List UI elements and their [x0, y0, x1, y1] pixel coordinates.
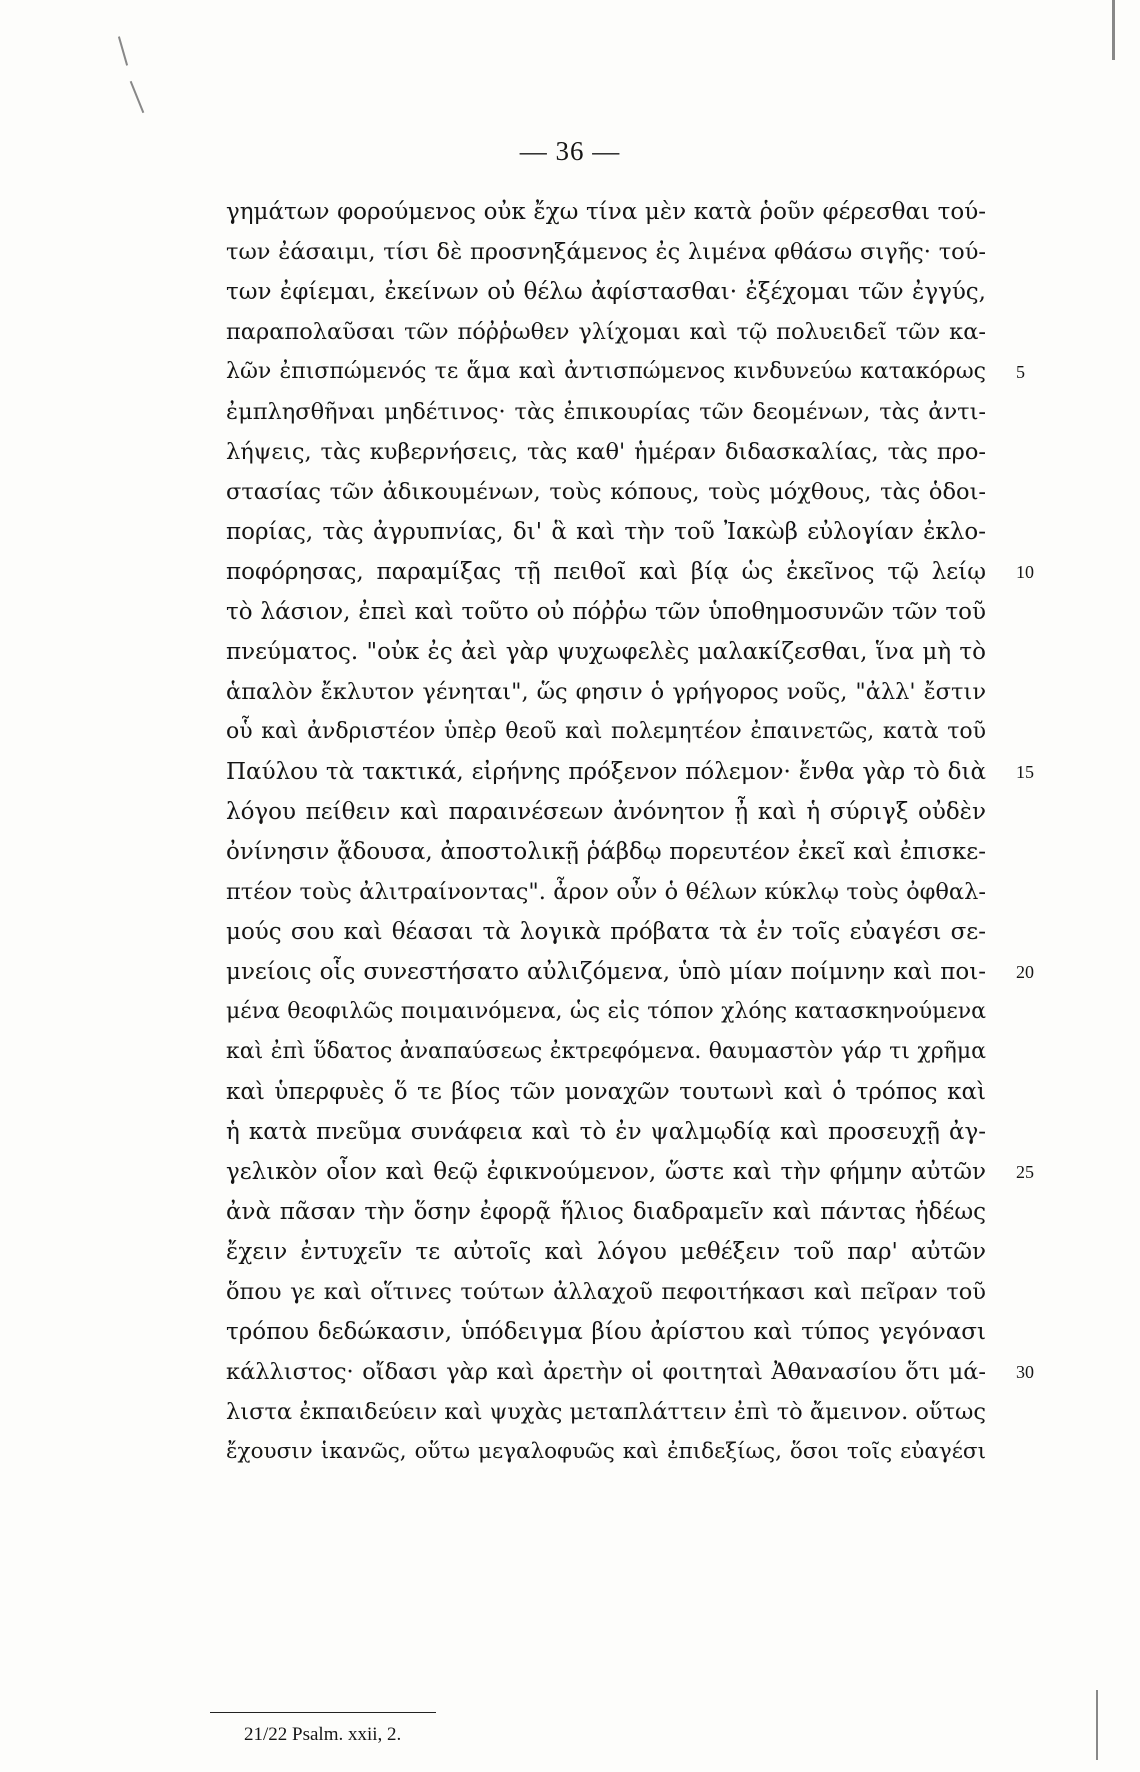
text-line: Παύλου τὰ τακτικά, εἰρήνης πρόξενον πόλεμον· ἔνθα γὰρ τὸ διὰ — [226, 759, 986, 785]
text-line: ποφόρησας, παραμίξας τῇ πειθοῖ καὶ βίᾳ ὡς ἐκεῖνος τῷ λείῳ — [226, 559, 986, 585]
text-line: μνείοις οἷς συνεστήσατο αὐλιζόμενα, ὑπὸ μίαν ποίμνην καὶ ποι- — [226, 959, 986, 985]
text-line: ὅπου γε καὶ οἵτινες τούτων ἀλλαχοῦ πεφοιτήκασι καὶ πεῖραν τοῦ — [226, 1279, 986, 1305]
scan-mark-right-edge-bottom — [1096, 1690, 1098, 1760]
line-number-20: 20 — [1016, 962, 1034, 982]
scan-mark-right-edge — [1112, 0, 1115, 60]
line-number-15: 15 — [1016, 762, 1034, 782]
text-line: τὸ λάσιον, ἐπεὶ καὶ τοῦτο οὐ πόῤῥω τῶν ὑποθημοσυνῶν τῶν τοῦ — [226, 599, 986, 625]
text-line: πνεύματος. "οὐκ ἐς ἀεὶ γὰρ ψυχωφελὲς μαλακίζεσθαι, ἵνα μὴ τὸ — [226, 639, 986, 665]
line-number-25: 25 — [1016, 1162, 1034, 1182]
text-line: γελικὸν οἷον καὶ θεῷ ἐφικνούμενον, ὥστε καὶ τὴν φήμην αὐτῶν — [226, 1159, 986, 1185]
text-line: στασίας τῶν ἀδικουμένων, τοὺς κόπους, τοὺς μόχθους, τὰς ὁδοι- — [226, 479, 986, 505]
text-line: μένα θεοφιλῶς ποιμαινόμενα, ὡς εἰς τόπον χλόης κατασκηνούμενα — [226, 999, 986, 1024]
text-line: καὶ ὑπερφυὲς ὅ τε βίος τῶν μοναχῶν τουτωνὶ καὶ ὁ τρόπος καὶ — [226, 1079, 986, 1105]
footnote: 21/22 Psalm. xxii, 2. — [244, 1724, 402, 1745]
text-line: παραπολαῦσαι τῶν πόῤῥωθεν γλίχομαι καὶ τῷ πολυειδεῖ τῶν κα- — [226, 319, 986, 345]
text-line: ἔχειν ἐντυχεῖν τε αὐτοῖς καὶ λόγου μεθέξειν τοῦ παρ' αὐτῶν — [226, 1239, 986, 1265]
text-line: των ἐφίεμαι, ἐκείνων οὐ θέλω ἀφίστασθαι· ἐξέχομαι τῶν ἐγγύς, — [226, 279, 986, 305]
scan-mark-top-left-2 — [130, 81, 145, 113]
text-line: ἐμπλησθῆναι μηδέτινος· τὰς ἐπικουρίας τῶν δεομένων, τὰς ἀντι- — [226, 399, 986, 425]
text-line: λήψεις, τὰς κυβερνήσεις, τὰς καθ' ἡμέραν διδασκαλίας, τὰς προ- — [226, 439, 986, 465]
text-line: γημάτων φορούμενος οὐκ ἔχω τίνα μὲν κατὰ ῥοῦν φέρεσθαι τού- — [226, 199, 986, 225]
footnote-rule — [210, 1712, 436, 1713]
text-line: καὶ ἐπὶ ὕδατος ἀναπαύσεως ἐκτρεφόμενα. θαυμαστὸν γάρ τι χρῆμα — [226, 1039, 986, 1064]
text-line: λιστα ἐκπαιδεύειν καὶ ψυχὰς μεταπλάττειν ἐπὶ τὸ ἄμεινον. οὕτως — [226, 1399, 986, 1425]
line-number-10: 10 — [1016, 562, 1034, 582]
page-number: — 36 — — [519, 136, 621, 166]
text-line: ἔχουσιν ἱκανῶς, οὕτω μεγαλοφυῶς καὶ ἐπιδεξίως, ὅσοι τοῖς εὐαγέσι — [226, 1439, 986, 1464]
text-line: ὀνίνησιν ᾄδουσα, ἀποστολικῇ ῥάβδῳ πορευτέον ἐκεῖ καὶ ἐπισκε- — [226, 839, 986, 865]
text-line: ἡ κατὰ πνεῦμα συνάφεια καὶ τὸ ἐν ψαλμῳδίᾳ καὶ προσευχῇ ἀγ- — [226, 1119, 986, 1145]
text-line: μούς σου καὶ θέασαι τὰ λογικὰ πρόβατα τὰ ἐν τοῖς εὐαγέσι σε- — [226, 919, 986, 945]
text-line: ἁπαλὸν ἔκλυτον γένηται", ὥς φησιν ὁ γρήγορος νοῦς, "ἀλλ' ἔστιν — [226, 679, 986, 705]
text-line: κάλλιστος· οἴδασι γὰρ καὶ ἀρετὴν οἱ φοιτηταὶ Ἀθανασίου ὅτι μά- — [226, 1359, 986, 1385]
text-line: τρόπου δεδώκασιν, ὑπόδειγμα βίου ἀρίστου καὶ τύπος γεγόνασι — [226, 1319, 986, 1345]
text-line: λῶν ἐπισπώμενός τε ἅμα καὶ ἀντισπώμενος κινδυνεύω κατακόρως — [226, 359, 986, 384]
text-line: πτέον τοὺς ἀλιτραίνοντας". ἆρον οὖν ὁ θέλων κύκλῳ τοὺς ὀφθαλ- — [226, 879, 986, 905]
line-number-5: 5 — [1016, 362, 1025, 382]
text-line: οὗ καὶ ἀνδριστέον ὑπὲρ θεοῦ καὶ πολεμητέον ἐπαινετῶς, κατὰ τοῦ — [226, 719, 986, 744]
text-line: των ἐάσαιμι, τίσι δὲ προσνηξάμενος ἐς λιμένα φθάσω σιγῆς· τού- — [226, 239, 986, 265]
scan-mark-top-left — [118, 36, 128, 65]
text-line: λόγου πείθειν καὶ παραινέσεων ἀνόνητον ᾖ καὶ ἡ σύριγξ οὐδὲν — [226, 799, 986, 825]
text-line: πορίας, τὰς ἀγρυπνίας, δι' ἃ καὶ τὴν τοῦ Ἰακὼβ εὐλογίαν ἐκλο- — [226, 519, 986, 545]
line-number-30: 30 — [1016, 1362, 1034, 1382]
text-line: ἀνὰ πᾶσαν τὴν ὅσην ἐφορᾷ ἥλιος διαδραμεῖν καὶ πάντας ἡδέως — [226, 1199, 986, 1225]
